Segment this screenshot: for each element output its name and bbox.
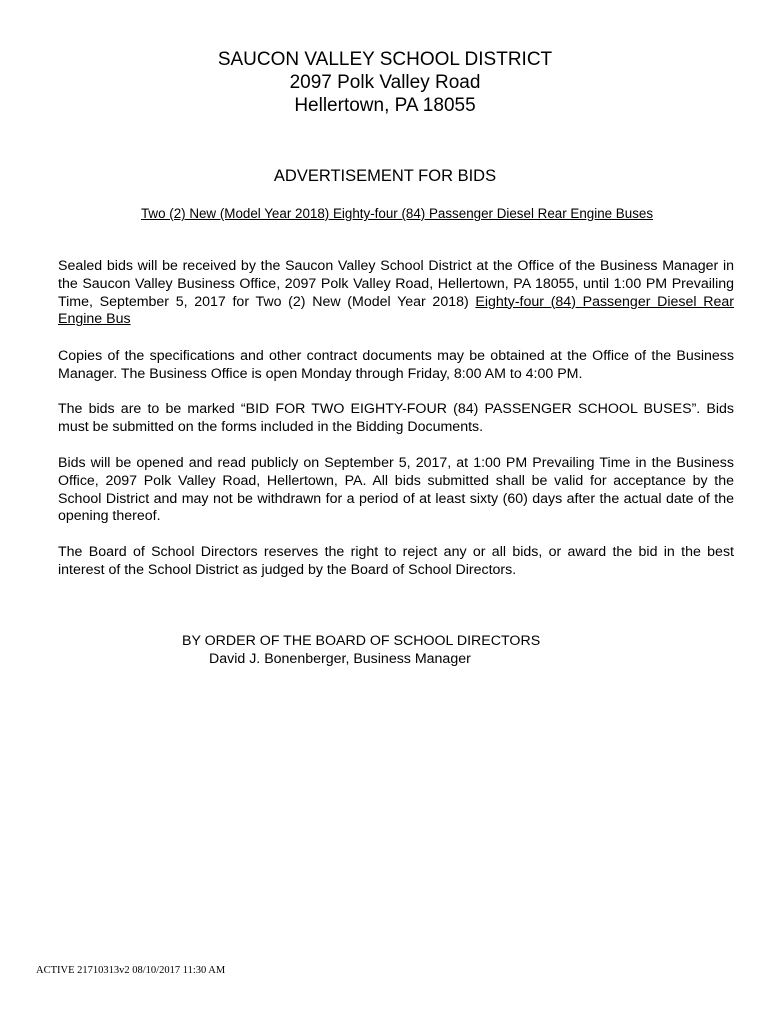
- district-street-address: 2097 Polk Valley Road: [289, 72, 481, 93]
- board-order-line: BY ORDER OF THE BOARD OF SCHOOL DIRECTORS: [182, 633, 541, 649]
- district-name: SAUCON VALLEY SCHOOL DISTRICT: [217, 49, 553, 70]
- bid-opening-paragraph: Bids will be opened and read publicly on September 5, 2017, at 1:00 PM Prevailing Time in the Business Office, 2097 Polk Valley Road, Hellertown, PA. All bids submitted shall be valid for acceptance by the School District and may not be withdrawn for a period of at least sixty (60) days after the actual date of the opening thereof.: [58, 455, 734, 525]
- advertisement-title: ADVERTISEMENT FOR BIDS: [273, 167, 497, 185]
- bus-description-underlined: Eighty-four (84) Passenger Diesel Rear Engine Bus: [58, 293, 734, 328]
- specifications-paragraph: Copies of the specifications and other contract documents may be obtained at the Office of the Business Manager. The Business Office is open Monday through Friday, 8:00 AM to 4:00 PM.: [58, 348, 734, 382]
- business-manager-signature: David J. Bonenberger, Business Manager: [209, 651, 471, 667]
- document-id-footer: ACTIVE 21710313v2 08/10/2017 11:30 AM: [36, 965, 226, 976]
- district-header: [0, 48, 770, 117]
- sealed-bids-text: Sealed bids will be received by the Saucon Valley School District at the Office of the Business Manager in the Saucon Valley Business Office, 2097 Polk Valley Road, Hellertown, PA 18055, until 1:00 PM Prevailing Time, September 5, 2017 for Two (2) New (Model Year 2018): [58, 258, 734, 310]
- bid-marking-paragraph: The bids are to be marked “BID FOR TWO EIGHTY-FOUR (84) PASSENGER SCHOOL BUSES”. Bids must be submitted on the forms included in the Bidding Documents.: [58, 401, 734, 435]
- bid-subject-line: Two (2) New (Model Year 2018) Eighty-four (84) Passenger Diesel Rear Engine Buses: [140, 206, 654, 221]
- district-city-state-zip: Hellertown, PA 18055: [294, 95, 476, 116]
- sealed-bids-paragraph: [58, 258, 734, 329]
- board-reservation-paragraph: The Board of School Directors reserves the right to reject any or all bids, or award the bid in the best interest of the School District as judged by the Board of School Directors.: [58, 544, 734, 578]
